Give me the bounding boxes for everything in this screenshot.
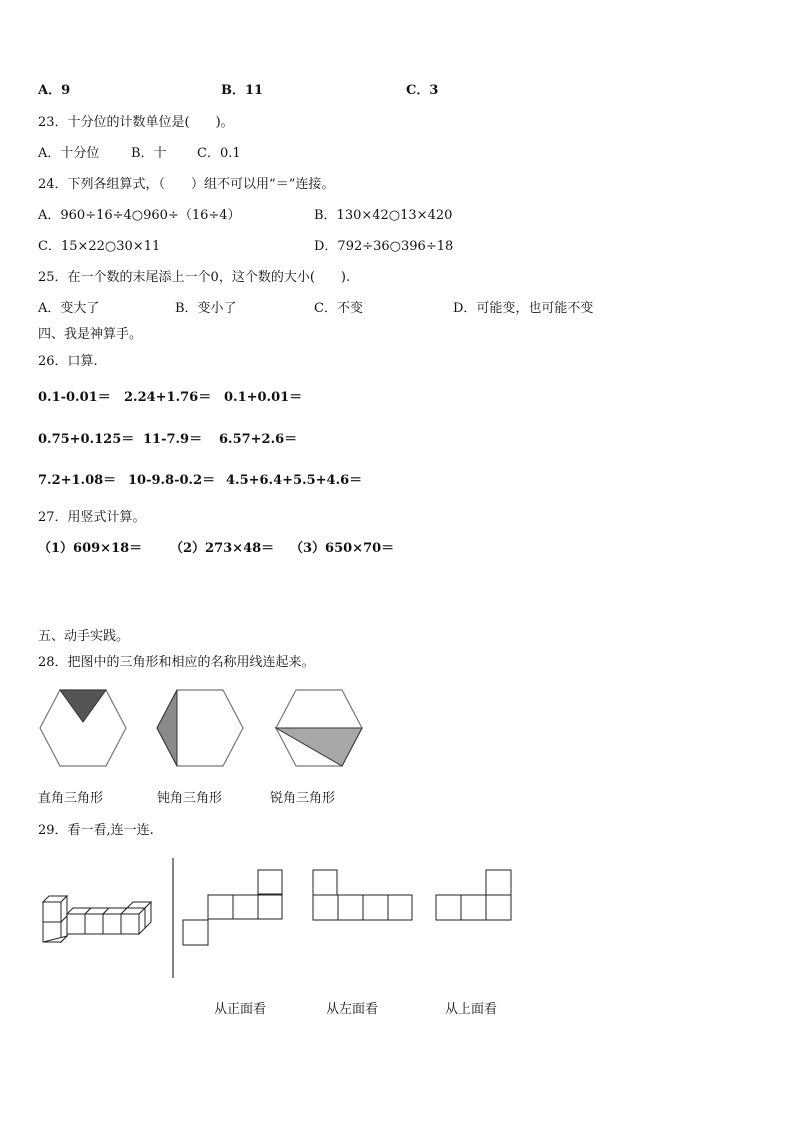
label-right-triangle: 直角三角形 — [38, 791, 104, 806]
q24-stem: 24．下列各组算式，（ ）组不可以用“＝”连接。 — [38, 177, 335, 192]
section-5-title: 五、动手实践。 — [38, 629, 130, 644]
q23-option-c: C．0.1 — [197, 146, 241, 161]
q23-option-b: B．十 — [131, 146, 167, 161]
q25-option-c: C．不变 — [314, 301, 363, 316]
q23-stem: 23．十分位的计数单位是( )。 — [38, 115, 234, 130]
q26-item: 10-9.8-0.2＝ — [128, 473, 216, 488]
q22-option-b: B．11 — [221, 83, 264, 98]
q25-option-a: A．变大了 — [38, 301, 100, 316]
q26-item: 0.1+0.01＝ — [224, 390, 303, 405]
q24-option-c: C．15×22○30×11 — [38, 239, 161, 254]
q25-option-b: B．变小了 — [175, 301, 237, 316]
q26-stem: 26．口算. — [38, 354, 98, 369]
q25-option-d: D．可能变，也可能不变 — [453, 301, 594, 316]
q28-stem: 28．把图中的三角形和相应的名称用线连起来。 — [38, 655, 315, 670]
q26-item: 0.75+0.125＝ — [38, 432, 135, 447]
q26-item: 4.5+6.4+5.5+4.6＝ — [226, 473, 363, 488]
q22-option-c: C．3 — [406, 83, 439, 98]
q26-item: 6.57+2.6＝ — [219, 432, 298, 447]
view-grid-1 — [182, 869, 284, 947]
q27-item: （1）609×18＝ — [38, 541, 143, 556]
hexagon-figure-acute-triangle — [274, 688, 364, 768]
q26-item: 2.24+1.76＝ — [124, 390, 212, 405]
q23-option-a: A．十分位 — [38, 146, 100, 161]
hexagon-figure-right-triangle — [38, 688, 128, 768]
label-top-view: 从上面看 — [445, 1002, 498, 1017]
q29-stem: 29．看一看,连一连. — [38, 823, 154, 838]
hexagon-figure-obtuse-triangle — [155, 688, 245, 768]
q26-item: 0.1-0.01＝ — [38, 390, 111, 405]
q24-option-d: D．792÷36○396÷18 — [314, 239, 454, 254]
q26-item: 11-7.9＝ — [143, 432, 203, 447]
q25-stem: 25．在一个数的末尾添上一个0，这个数的大小( ). — [38, 270, 351, 285]
view-grid-2 — [312, 869, 414, 923]
label-front-view: 从正面看 — [214, 1002, 267, 1017]
section-4-title: 四、我是神算手。 — [38, 327, 143, 342]
q27-item: （3）650×70＝ — [290, 541, 395, 556]
q27-item: （2）273×48＝ — [170, 541, 275, 556]
q22-option-a: A．9 — [38, 83, 71, 98]
q24-option-b: B．130×42○13×420 — [314, 208, 453, 223]
q27-stem: 27．用竖式计算。 — [38, 510, 146, 525]
q24-option-a: A．960÷16÷4○960÷（16÷4） — [38, 208, 241, 223]
q26-item: 7.2+1.08＝ — [38, 473, 117, 488]
label-obtuse-triangle: 钝角三角形 — [157, 791, 223, 806]
view-grid-3 — [435, 869, 515, 923]
label-acute-triangle: 锐角三角形 — [270, 791, 336, 806]
label-left-view: 从左面看 — [326, 1002, 379, 1017]
divider-line — [172, 858, 174, 978]
cube-stack-figure — [40, 888, 155, 948]
